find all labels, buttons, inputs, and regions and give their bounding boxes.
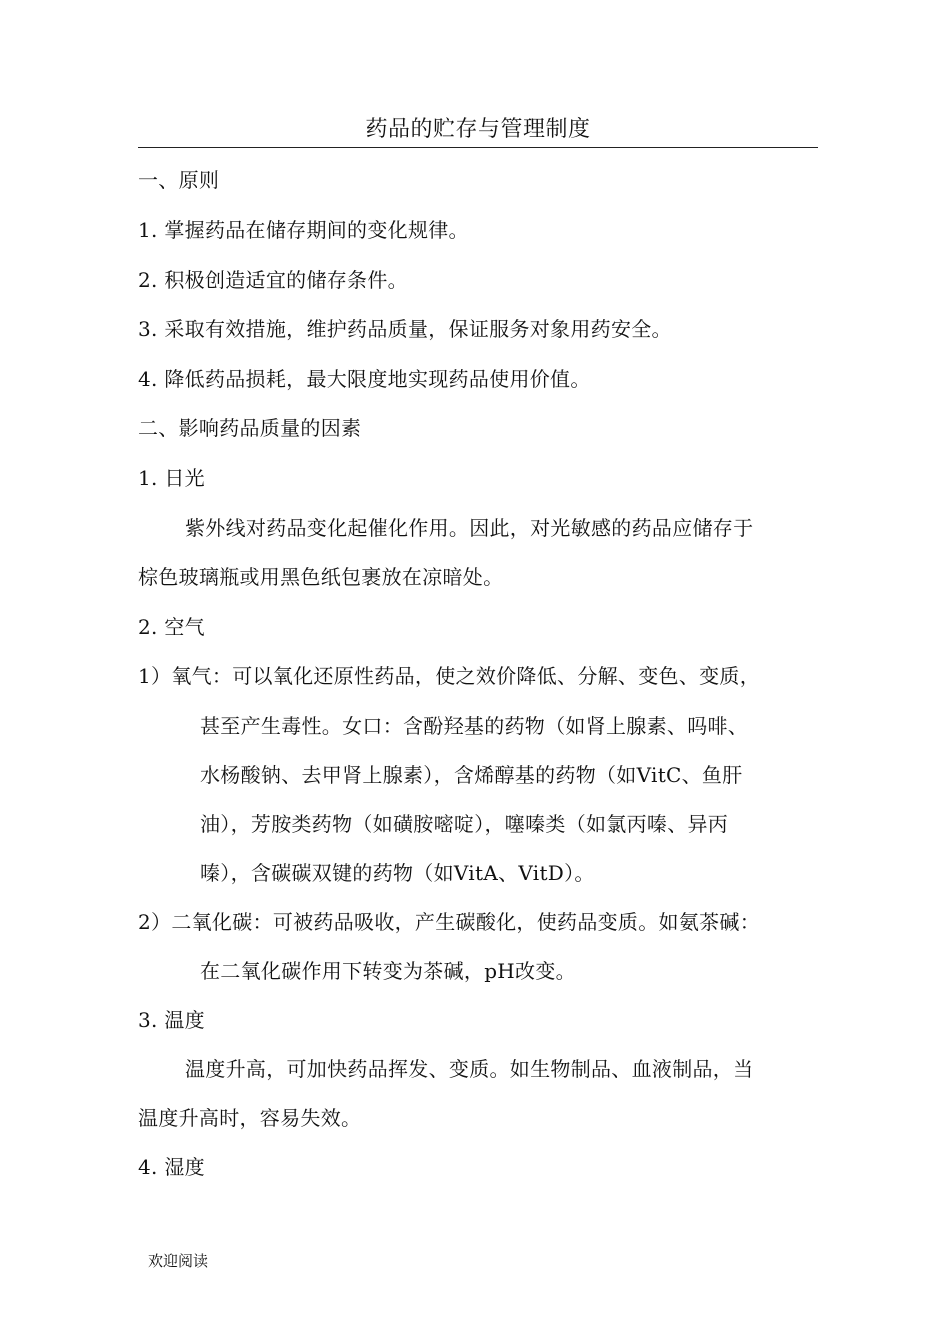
paragraph-line: 紫外线对药品变化起催化作用。因此，对光敏感的药品应储存于 [185, 516, 754, 540]
list-item: 4. 降低药品损耗，最大限度地实现药品使用价值。 [138, 367, 591, 391]
list-item: 2. 积极创造适宜的储存条件。 [138, 268, 408, 292]
footer-text: 欢迎阅读 [148, 1252, 209, 1270]
paragraph-line: 棕色玻璃瓶或用黑色纸包裹放在凉暗处。 [138, 565, 504, 589]
list-item: 3. 采取有效措施，维护药品质量，保证服务对象用药安全。 [138, 317, 672, 341]
document-title: 药品的贮存与管理制度 [138, 113, 818, 148]
subheading-sunlight: 1. 日光 [138, 466, 205, 490]
paragraph-line: 嗪），含碳碳双键的药物（如VitA、VitD）。 [200, 861, 595, 885]
subheading-humidity: 4. 湿度 [138, 1155, 205, 1179]
paragraph-line: 水杨酸钠、去甲肾上腺素），含烯醇基的药物（如VitC、鱼肝 [200, 763, 743, 787]
paragraph-line: 2）二氧化碳：可被药品吸收，产生碳酸化，使药品变质。如氨茶碱： [138, 910, 761, 934]
subheading-air: 2. 空气 [138, 615, 205, 639]
section-heading-factors: 二、影响药品质量的因素 [138, 416, 362, 440]
paragraph-line: 油），芳胺类药物（如磺胺嘧啶），噻嗪类（如氯丙嗪、异丙 [200, 812, 729, 836]
list-item: 1. 掌握药品在储存期间的变化规律。 [138, 218, 469, 242]
paragraph-line: 1）氧气：可以氧化还原性药品，使之效价降低、分解、变色、变质， [138, 664, 761, 688]
paragraph-line: 在二氧化碳作用下转变为茶碱，pH改变。 [200, 959, 576, 983]
paragraph-line: 甚至产生毒性。女口：含酚羟基的药物（如肾上腺素、吗啡、 [200, 714, 749, 738]
subheading-temperature: 3. 温度 [138, 1008, 205, 1032]
section-heading-principles: 一、原则 [138, 168, 220, 192]
paragraph-line: 温度升高，可加快药品挥发、变质。如生物制品、血液制品，当 [185, 1057, 754, 1081]
paragraph-line: 温度升高时，容易失效。 [138, 1106, 362, 1130]
